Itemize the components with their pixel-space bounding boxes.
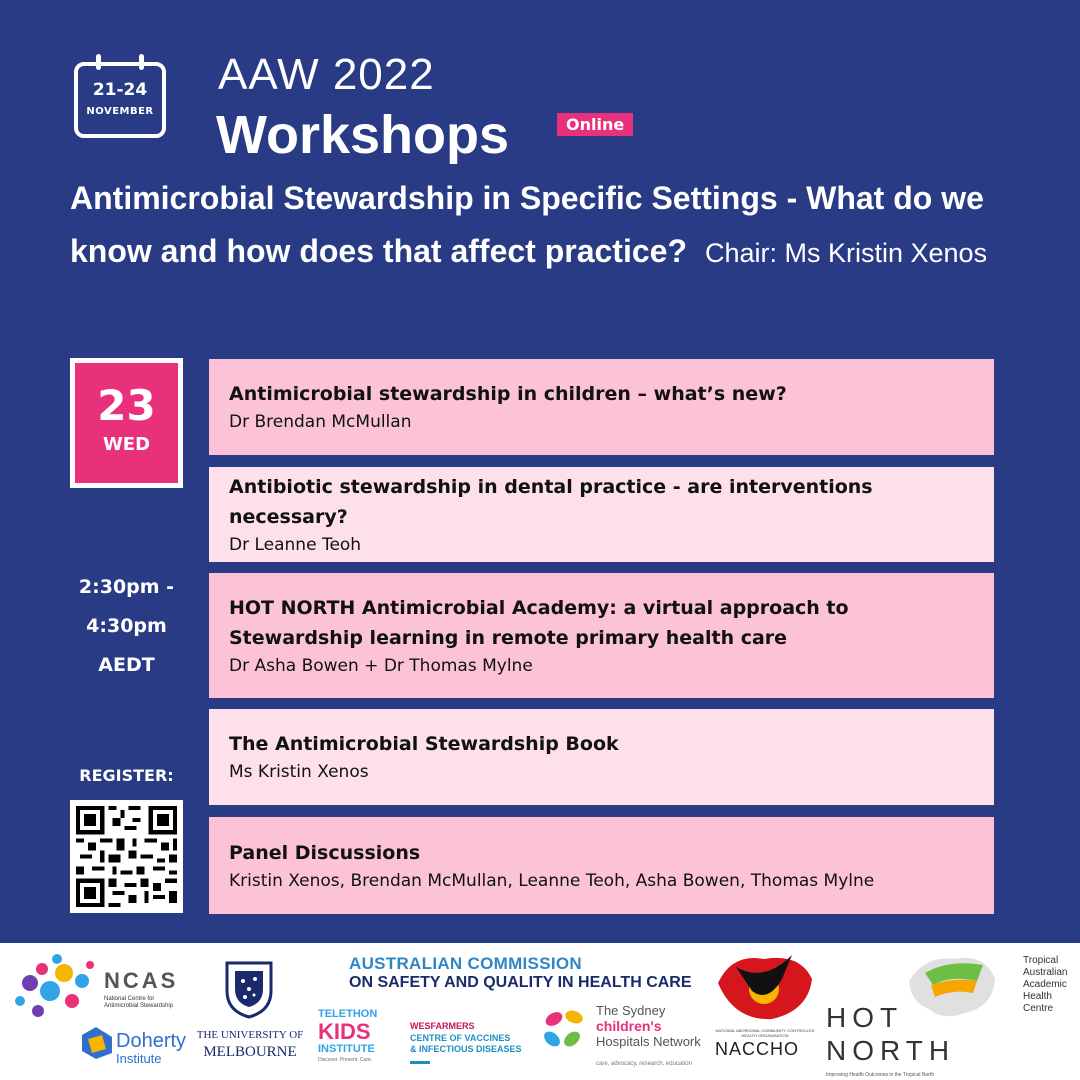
session-speaker: Dr Brendan McMullan: [229, 412, 412, 432]
session-speaker: Kristin Xenos, Brendan McMullan, Leanne Teoh, Asha Bowen, Thomas Mylne: [229, 870, 875, 891]
telethon-tagline: Discover. Prevent. Cure.: [318, 1057, 373, 1063]
register-label: REGISTER:: [79, 766, 174, 785]
naccho-name: NACCHO: [715, 1039, 800, 1059]
telethon-line3: INSTITUTE: [318, 1043, 375, 1055]
naccho-logo-icon: [712, 949, 816, 1023]
session-card: [209, 573, 994, 698]
time-end: 4:30pm: [86, 615, 167, 637]
schn-tagline: care, advocacy, research, education: [596, 1061, 692, 1067]
unimelb-crest-icon: [223, 957, 275, 1019]
session-card: [209, 709, 994, 805]
online-badge: Online: [557, 113, 633, 136]
schn-line1: The Sydney: [596, 1003, 666, 1018]
session-title: Antimicrobial stewardship in children – what’s new?: [229, 383, 787, 405]
session-title: HOT NORTH Antimicrobial Academy: a virtual approach to Stewardship learning in remote primary health care: [229, 596, 849, 649]
session-speaker: Dr Leanne Teoh: [229, 534, 362, 555]
time-zone: AEDT: [98, 654, 155, 676]
schn-line2: children's: [596, 1018, 662, 1034]
event-name: AAW 2022: [218, 50, 435, 99]
session-title: The Antimicrobial Stewardship Book: [229, 733, 619, 755]
wesfarmers-line1: WESFARMERS: [410, 1021, 475, 1031]
session-card: [209, 359, 994, 455]
wesfarmers-line3: & INFECTIOUS DISEASES: [410, 1044, 522, 1054]
qr-code-icon: [76, 806, 177, 907]
event-subtitle: Workshops: [216, 105, 510, 165]
calendar-icon: [74, 62, 166, 138]
calendar-dates: 21-24: [92, 80, 148, 100]
wesfarmers-line2: CENTRE OF VACCINES: [410, 1033, 511, 1043]
hotnorth-line1: HOT: [826, 1002, 904, 1033]
telethon-line1: TELETHON: [318, 1008, 378, 1020]
sponsor-footer: [0, 943, 1080, 1080]
calendar-ring: [96, 54, 101, 70]
ncas-logo-icon: [12, 951, 102, 1023]
schn-logo-icon: [540, 1005, 592, 1057]
session-card: [209, 817, 994, 914]
register-qr-code[interactable]: [70, 800, 183, 913]
unimelb-logo: [188, 943, 310, 1080]
date-box: [70, 358, 183, 488]
schn-line3: Hospitals Network: [596, 1034, 701, 1049]
telethon-line2: KIDS: [318, 1019, 371, 1044]
session-title: Antibiotic stewardship in dental practice - are interventions necessary?: [229, 475, 873, 528]
wesfarmers-rule: [410, 1061, 430, 1064]
session-title: Panel Discussions: [229, 841, 421, 864]
session-time: [70, 568, 183, 685]
tropical-logo-icon: [905, 951, 997, 1021]
session-card: [209, 467, 994, 562]
unimelb-line2: MELBOURNE: [203, 1044, 297, 1060]
doherty-subtitle: Institute: [116, 1051, 162, 1066]
hotnorth-line2: NORTH: [826, 1035, 956, 1066]
session-speaker: Ms Kristin Xenos: [229, 762, 369, 782]
naccho-subtitle: NATIONAL ABORIGINAL COMMUNITY CONTROLLED HEALTH ORGANISATION: [715, 1028, 815, 1038]
calendar-month: NOVEMBER: [86, 106, 154, 117]
workshop-title: [70, 172, 1030, 280]
ncas-subtitle: National Centre for Antimicrobial Stewardship: [104, 996, 174, 1009]
doherty-logo-icon: [78, 1025, 114, 1061]
hotnorth-tagline: Improving Health Outcomes in the Tropical North: [826, 1072, 935, 1078]
day-weekday: WED: [102, 434, 151, 455]
acsqhc-line1: AUSTRALIAN COMMISSION: [349, 954, 582, 973]
acsqhc-line2: ON SAFETY AND QUALITY IN HEALTH CARE: [349, 974, 692, 991]
calendar-ring: [139, 54, 144, 70]
ncas-name: NCAS: [104, 968, 179, 993]
unimelb-line1: THE UNIVERSITY OF: [196, 1029, 304, 1041]
day-number: 23: [97, 381, 156, 430]
time-start: 2:30pm -: [78, 576, 175, 598]
doherty-name: Doherty: [116, 1030, 187, 1052]
tropical-name: Tropical Australian Academic Health Centre: [1023, 955, 1068, 1014]
session-speaker: Dr Asha Bowen + Dr Thomas Mylne: [229, 655, 533, 676]
chair-text: Chair: Ms Kristin Xenos: [704, 238, 988, 268]
workshop-title-text: Antimicrobial Stewardship in Specific Settings - What do we know and how does that affect practice?: [70, 180, 984, 269]
